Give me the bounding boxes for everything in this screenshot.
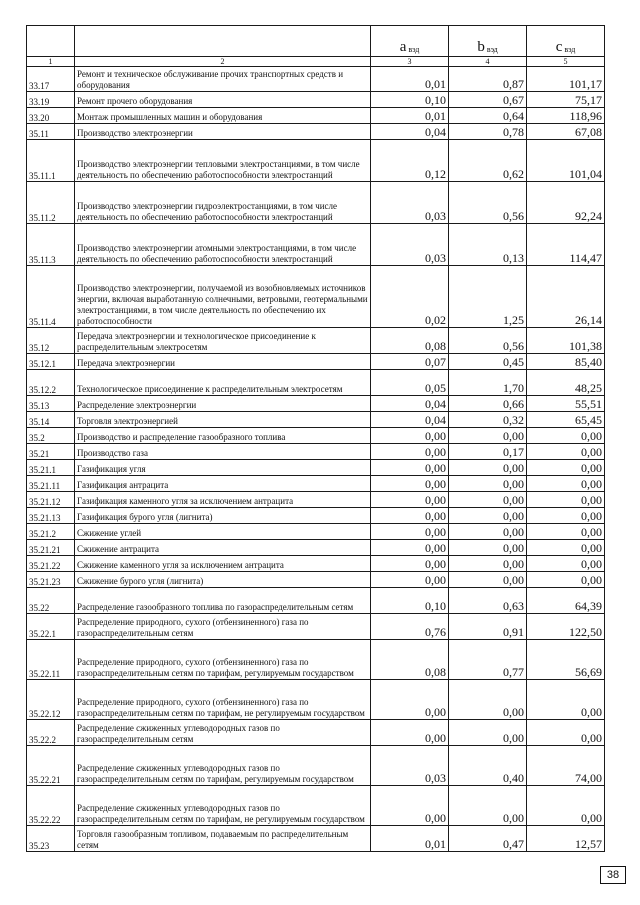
row-value-b: 0,00	[449, 460, 527, 476]
row-value-c: 114,47	[527, 224, 605, 266]
row-value-a: 0,01	[371, 826, 449, 852]
row-value-b: 0,64	[449, 108, 527, 124]
row-code: 35.11.3	[27, 224, 75, 266]
row-name: Распределение сжиженных углеводородных газов по газораспределительным сетям по тарифам, не регулируемым государством	[75, 786, 371, 826]
table-row	[27, 108, 605, 124]
row-name: Ремонт и техническое обслуживание прочих транспортных средств и оборудования	[75, 67, 371, 92]
row-name: Распределение сжиженных углеводородных газов по газораспределительным сетям	[75, 720, 371, 746]
row-name: Ремонт прочего оборудования	[75, 92, 371, 108]
row-value-a: 0,00	[371, 556, 449, 572]
row-code: 35.22.1	[27, 614, 75, 640]
row-value-b: 0,56	[449, 328, 527, 354]
table-row	[27, 826, 605, 852]
row-value-a: 0,03	[371, 182, 449, 224]
row-name: Производство электроэнергии тепловыми электростанциями, в том числе деятельность по обеспечению работоспособности электростанций	[75, 140, 371, 182]
row-code: 35.23	[27, 826, 75, 852]
row-value-a: 0,00	[371, 572, 449, 588]
row-value-a: 0,04	[371, 396, 449, 412]
row-value-b: 0,00	[449, 572, 527, 588]
row-name: Монтаж промышленных машин и оборудования	[75, 108, 371, 124]
row-name: Производство электроэнергии	[75, 124, 371, 140]
row-value-c: 0,00	[527, 540, 605, 556]
row-value-c: 101,38	[527, 328, 605, 354]
header-c-sub: вэд	[564, 45, 576, 54]
row-value-a: 0,00	[371, 476, 449, 492]
row-value-a: 0,00	[371, 508, 449, 524]
column-number: 3	[371, 57, 449, 67]
column-number: 4	[449, 57, 527, 67]
row-value-b: 0,00	[449, 786, 527, 826]
row-value-b: 0,00	[449, 540, 527, 556]
row-value-b: 0,56	[449, 182, 527, 224]
row-value-a: 0,00	[371, 492, 449, 508]
row-value-c: 0,00	[527, 786, 605, 826]
row-value-b: 1,70	[449, 370, 527, 396]
row-value-c: 48,25	[527, 370, 605, 396]
row-value-a: 0,03	[371, 746, 449, 786]
table-row	[27, 524, 605, 540]
row-value-c: 0,00	[527, 720, 605, 746]
table-row	[27, 370, 605, 396]
row-value-c: 101,17	[527, 67, 605, 92]
row-name: Газификация бурого угля (лигнита)	[75, 508, 371, 524]
row-code: 35.21.13	[27, 508, 75, 524]
table-row	[27, 680, 605, 720]
row-value-c: 67,08	[527, 124, 605, 140]
row-value-c: 118,96	[527, 108, 605, 124]
row-value-a: 0,07	[371, 354, 449, 370]
row-code: 33.20	[27, 108, 75, 124]
row-value-b: 0,91	[449, 614, 527, 640]
table-row	[27, 588, 605, 614]
row-code: 35.21	[27, 444, 75, 460]
row-code: 35.21.2	[27, 524, 75, 540]
row-value-a: 0,10	[371, 92, 449, 108]
row-value-c: 0,00	[527, 556, 605, 572]
row-value-b: 0,13	[449, 224, 527, 266]
row-code: 35.11.1	[27, 140, 75, 182]
row-name: Технологическое присоединение к распределительным электросетям	[75, 370, 371, 396]
row-name: Распределение природного, сухого (отбензиненного) газа по газораспределительным сетям	[75, 614, 371, 640]
row-value-a: 0,03	[371, 224, 449, 266]
row-code: 35.22.11	[27, 640, 75, 680]
row-name: Производство электроэнергии гидроэлектростанциями, в том числе деятельность по обеспечению работоспособности электростанций	[75, 182, 371, 224]
header-a-sub: вэд	[408, 45, 420, 54]
table-row	[27, 476, 605, 492]
header-c-label: c	[555, 39, 563, 55]
table-row	[27, 460, 605, 476]
row-code: 35.22.12	[27, 680, 75, 720]
header-a-label: a	[399, 39, 407, 55]
row-value-c: 122,50	[527, 614, 605, 640]
row-value-a: 0,00	[371, 524, 449, 540]
table-row	[27, 572, 605, 588]
row-code: 35.21.22	[27, 556, 75, 572]
row-value-a: 0,01	[371, 67, 449, 92]
row-name: Производство электроэнергии атомными электростанциями, в том числе деятельность по обеспечению работоспособности электростанций	[75, 224, 371, 266]
row-value-c: 92,24	[527, 182, 605, 224]
header-b-sub: вэд	[486, 45, 498, 54]
row-code: 35.22.22	[27, 786, 75, 826]
row-code: 35.21.23	[27, 572, 75, 588]
row-name: Передача электроэнергии	[75, 354, 371, 370]
column-number: 5	[527, 57, 605, 67]
row-value-a: 0,01	[371, 108, 449, 124]
table-row	[27, 140, 605, 182]
row-value-a: 0,08	[371, 640, 449, 680]
row-name: Производство газа	[75, 444, 371, 460]
row-value-b: 0,17	[449, 444, 527, 460]
row-value-b: 0,40	[449, 746, 527, 786]
row-value-c: 26,14	[527, 266, 605, 328]
header-cell-name	[75, 26, 371, 57]
table-row	[27, 224, 605, 266]
row-value-a: 0,05	[371, 370, 449, 396]
row-value-b: 0,00	[449, 556, 527, 572]
table-row	[27, 540, 605, 556]
row-name: Сжижение бурого угля (лигнита)	[75, 572, 371, 588]
row-value-c: 12,57	[527, 826, 605, 852]
row-value-c: 0,00	[527, 524, 605, 540]
table-row	[27, 746, 605, 786]
row-value-c: 0,00	[527, 460, 605, 476]
row-value-b: 0,00	[449, 524, 527, 540]
row-code: 35.12	[27, 328, 75, 354]
row-value-b: 0,45	[449, 354, 527, 370]
table-row	[27, 396, 605, 412]
column-number: 2	[75, 57, 371, 67]
header-row	[27, 26, 605, 57]
row-value-a: 0,00	[371, 680, 449, 720]
row-name: Торговля газообразным топливом, подаваемым по распределительным сетям	[75, 826, 371, 852]
row-name: Торговля электроэнергией	[75, 412, 371, 428]
row-code: 35.21.12	[27, 492, 75, 508]
row-value-b: 0,00	[449, 680, 527, 720]
row-value-c: 75,17	[527, 92, 605, 108]
row-name: Сжижение антрацита	[75, 540, 371, 556]
row-code: 33.19	[27, 92, 75, 108]
row-name: Сжижение каменного угля за исключением антрацита	[75, 556, 371, 572]
table-row	[27, 614, 605, 640]
row-code: 35.14	[27, 412, 75, 428]
row-name: Распределение газообразного топлива по газораспределительным сетям	[75, 588, 371, 614]
row-value-c: 74,00	[527, 746, 605, 786]
row-value-a: 0,00	[371, 444, 449, 460]
table-row	[27, 412, 605, 428]
row-value-a: 0,00	[371, 540, 449, 556]
row-value-c: 64,39	[527, 588, 605, 614]
table-row	[27, 640, 605, 680]
row-code: 35.11	[27, 124, 75, 140]
row-name: Газификация угля	[75, 460, 371, 476]
row-name: Производство электроэнергии, получаемой из возобновляемых источников энергии, включая выработанную солнечными, ветровыми, геотермальными электростанциями, в том числе деятельность по обеспечению их работоспособности	[75, 266, 371, 328]
table-row	[27, 182, 605, 224]
row-code: 35.13	[27, 396, 75, 412]
row-value-a: 0,08	[371, 328, 449, 354]
row-value-a: 0,00	[371, 786, 449, 826]
coefficients-table	[26, 25, 605, 852]
column-number-row	[27, 57, 605, 67]
table-row	[27, 67, 605, 92]
row-name: Распределение сжиженных углеводородных газов по газораспределительным сетям по тарифам, регулируемым государством	[75, 746, 371, 786]
row-value-b: 0,62	[449, 140, 527, 182]
row-value-a: 0,76	[371, 614, 449, 640]
header-cell-code	[27, 26, 75, 57]
table-row	[27, 556, 605, 572]
header-cell-b	[449, 26, 527, 57]
row-name: Сжижение углей	[75, 524, 371, 540]
row-code: 35.2	[27, 428, 75, 444]
row-value-b: 0,63	[449, 588, 527, 614]
page-number: 38	[600, 866, 626, 884]
row-value-a: 0,00	[371, 720, 449, 746]
row-value-c: 0,00	[527, 680, 605, 720]
table-row	[27, 492, 605, 508]
row-value-c: 85,40	[527, 354, 605, 370]
row-value-c: 0,00	[527, 476, 605, 492]
row-name: Распределение электроэнергии	[75, 396, 371, 412]
row-name: Газификация антрацита	[75, 476, 371, 492]
row-value-b: 0,66	[449, 396, 527, 412]
row-value-a: 0,12	[371, 140, 449, 182]
row-value-b: 0,00	[449, 476, 527, 492]
row-name: Передача электроэнергии и технологическое присоединение к распределительным электросетям	[75, 328, 371, 354]
row-value-b: 0,78	[449, 124, 527, 140]
table-row	[27, 328, 605, 354]
row-name: Распределение природного, сухого (отбензиненного) газа по газораспределительным сетям по тарифам, не регулируемым государством	[75, 680, 371, 720]
row-code: 35.22.2	[27, 720, 75, 746]
row-name: Газификация каменного угля за исключением антрацита	[75, 492, 371, 508]
table-row	[27, 92, 605, 108]
column-number: 1	[27, 57, 75, 67]
row-value-b: 0,32	[449, 412, 527, 428]
row-code: 35.11.4	[27, 266, 75, 328]
table-row	[27, 444, 605, 460]
row-value-c: 65,45	[527, 412, 605, 428]
row-code: 33.17	[27, 67, 75, 92]
table-row	[27, 786, 605, 826]
row-value-c: 0,00	[527, 444, 605, 460]
table-row	[27, 354, 605, 370]
row-code: 35.12.1	[27, 354, 75, 370]
row-value-b: 0,00	[449, 428, 527, 444]
row-value-c: 101,04	[527, 140, 605, 182]
header-cell-c	[527, 26, 605, 57]
row-value-b: 0,00	[449, 720, 527, 746]
row-name: Распределение природного, сухого (отбензиненного) газа по газораспределительным сетям по тарифам, регулируемым государством	[75, 640, 371, 680]
row-code: 35.22	[27, 588, 75, 614]
table-row	[27, 720, 605, 746]
row-value-b: 0,67	[449, 92, 527, 108]
row-code: 35.12.2	[27, 370, 75, 396]
row-value-c: 0,00	[527, 492, 605, 508]
row-value-b: 0,00	[449, 492, 527, 508]
table-row	[27, 508, 605, 524]
row-value-a: 0,04	[371, 124, 449, 140]
row-value-c: 0,00	[527, 428, 605, 444]
row-value-c: 0,00	[527, 508, 605, 524]
row-code: 35.21.11	[27, 476, 75, 492]
table-row	[27, 124, 605, 140]
table-row	[27, 428, 605, 444]
header-b-label: b	[477, 39, 485, 55]
row-code: 35.22.21	[27, 746, 75, 786]
row-code: 35.21.21	[27, 540, 75, 556]
row-code: 35.21.1	[27, 460, 75, 476]
row-code: 35.11.2	[27, 182, 75, 224]
row-value-b: 0,47	[449, 826, 527, 852]
row-value-b: 0,87	[449, 67, 527, 92]
row-value-a: 0,00	[371, 428, 449, 444]
row-value-b: 0,00	[449, 508, 527, 524]
row-value-a: 0,10	[371, 588, 449, 614]
row-value-a: 0,02	[371, 266, 449, 328]
row-value-b: 0,77	[449, 640, 527, 680]
row-value-c: 0,00	[527, 572, 605, 588]
row-value-a: 0,00	[371, 460, 449, 476]
row-value-c: 56,69	[527, 640, 605, 680]
table-row	[27, 266, 605, 328]
header-cell-a	[371, 26, 449, 57]
row-value-b: 1,25	[449, 266, 527, 328]
row-value-a: 0,04	[371, 412, 449, 428]
row-name: Производство и распределение газообразного топлива	[75, 428, 371, 444]
row-value-c: 55,51	[527, 396, 605, 412]
